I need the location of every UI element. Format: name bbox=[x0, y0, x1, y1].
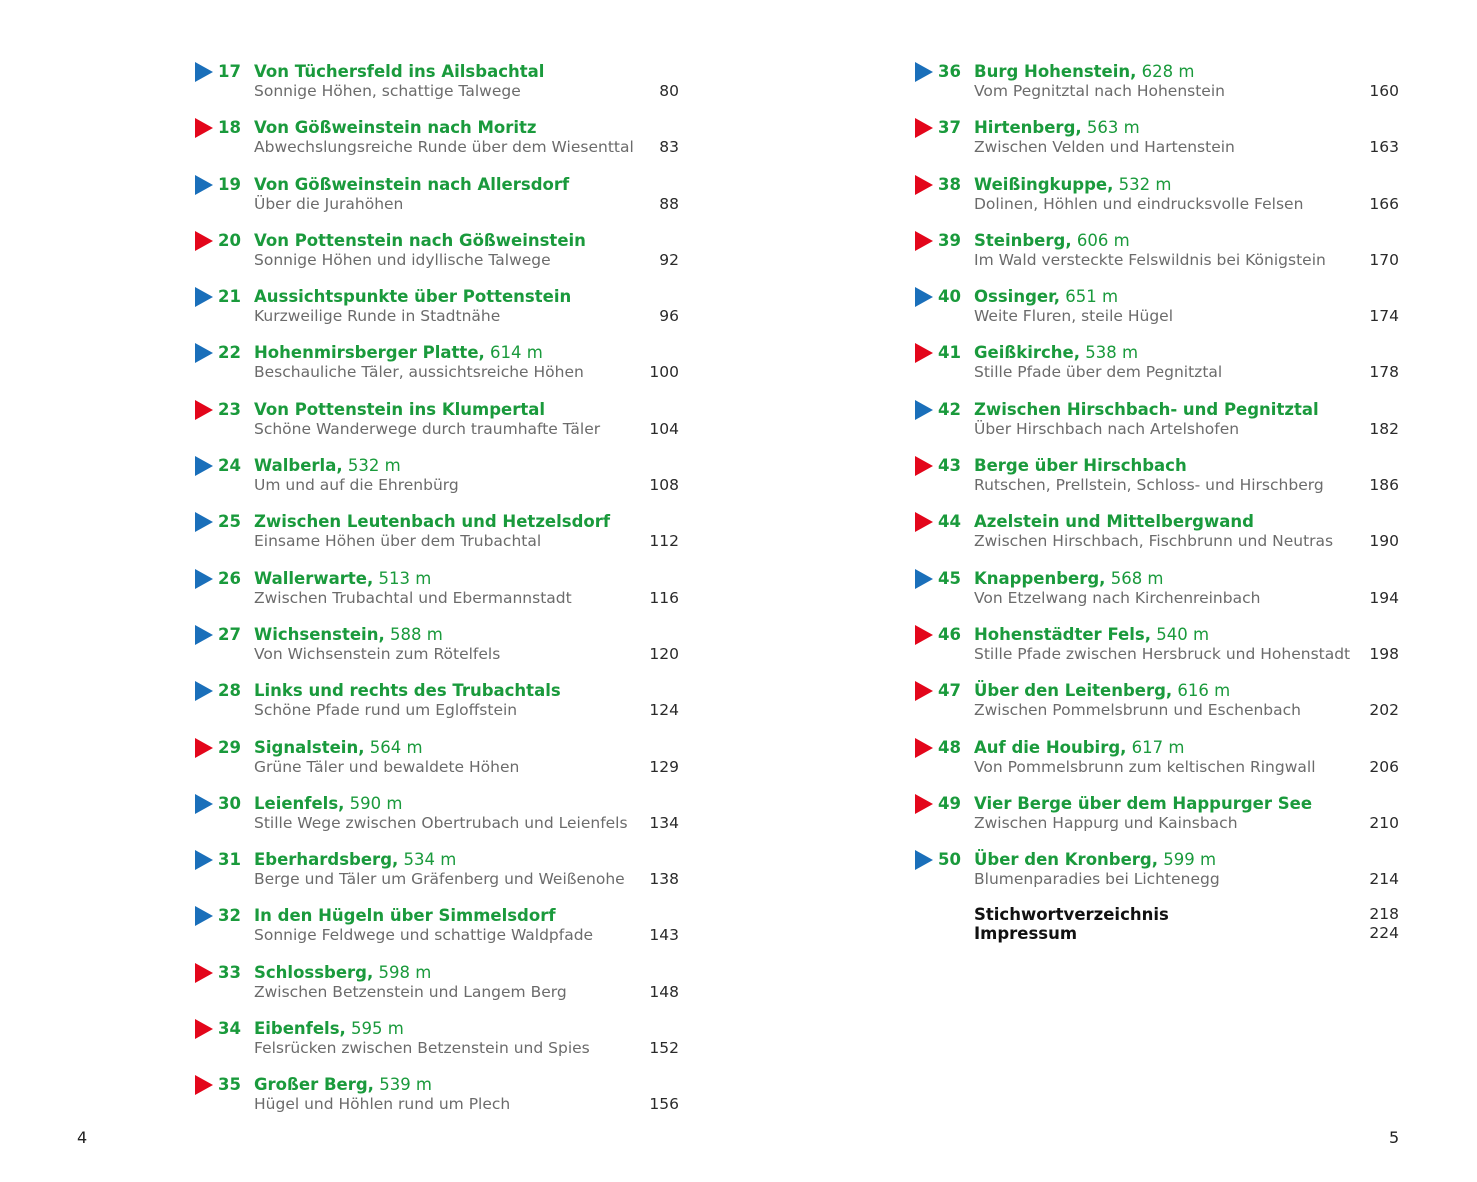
tour-altitude: 616 m bbox=[1172, 681, 1231, 701]
toc-entry bbox=[913, 849, 1399, 905]
blue-triangle-icon bbox=[915, 287, 933, 307]
toc-extra-entry bbox=[913, 905, 1399, 924]
tour-title bbox=[254, 175, 569, 194]
tour-number: 35 bbox=[218, 1075, 241, 1095]
tour-title-text: Hirtenberg, bbox=[974, 118, 1082, 138]
toc-entry bbox=[913, 174, 1399, 230]
toc-entry bbox=[193, 174, 679, 230]
tour-subtitle: Von Wichsenstein zum Rötelfels bbox=[254, 644, 501, 663]
tour-number: 47 bbox=[938, 681, 961, 701]
tour-page-number: 182 bbox=[1369, 419, 1399, 438]
tour-page-number: 80 bbox=[659, 82, 679, 100]
tour-altitude: 588 m bbox=[384, 624, 443, 644]
tour-subtitle: Stille Pfade über dem Pegnitztal bbox=[974, 363, 1223, 382]
tour-number: 30 bbox=[218, 793, 241, 813]
toc-entry bbox=[193, 905, 679, 961]
tour-altitude: 628 m bbox=[1136, 62, 1195, 81]
tour-page-number: 138 bbox=[649, 870, 679, 889]
tour-altitude: 651 m bbox=[1060, 287, 1119, 307]
tour-subtitle: Felsrücken zwischen Betzenstein und Spies bbox=[254, 1039, 590, 1058]
tour-title bbox=[974, 569, 1164, 588]
tour-title bbox=[974, 512, 1254, 531]
tour-title-text: Ossinger, bbox=[974, 287, 1061, 307]
tour-page-number: 170 bbox=[1369, 250, 1399, 269]
red-triangle-icon bbox=[915, 118, 933, 138]
toc-entry bbox=[193, 624, 679, 680]
blue-triangle-icon bbox=[195, 569, 213, 589]
red-triangle-icon bbox=[915, 625, 933, 645]
blue-triangle-icon bbox=[915, 62, 933, 82]
blue-triangle-icon bbox=[195, 512, 213, 532]
tour-subtitle: Von Etzelwang nach Kirchenreinbach bbox=[974, 588, 1261, 607]
tour-title-text: Über den Kronberg, bbox=[974, 850, 1158, 870]
tour-number: 19 bbox=[218, 174, 241, 194]
tour-page-number: 116 bbox=[649, 588, 679, 607]
tour-number: 44 bbox=[938, 512, 961, 532]
tour-page-number: 100 bbox=[649, 363, 679, 382]
tour-title bbox=[254, 62, 544, 81]
tour-page-number: 120 bbox=[649, 644, 679, 663]
red-triangle-icon bbox=[195, 400, 213, 420]
tour-subtitle: Abwechslungsreiche Runde über dem Wiesenttal bbox=[254, 138, 634, 157]
tour-subtitle: Zwischen Pommelsbrunn und Eschenbach bbox=[974, 701, 1301, 720]
tour-number: 48 bbox=[938, 737, 961, 757]
tour-title bbox=[254, 963, 431, 982]
red-triangle-icon bbox=[915, 456, 933, 476]
tour-number: 43 bbox=[938, 456, 961, 476]
tour-altitude: 598 m bbox=[373, 962, 432, 982]
tour-page-number: 88 bbox=[659, 194, 679, 213]
tour-title-text: Aussichtspunkte über Pottenstein bbox=[254, 287, 572, 307]
tour-number: 17 bbox=[218, 62, 241, 81]
tour-title bbox=[254, 569, 431, 588]
tour-title-text: Eibenfels, bbox=[254, 1019, 346, 1039]
tour-number: 49 bbox=[938, 793, 961, 813]
red-triangle-icon bbox=[915, 794, 933, 814]
tour-number: 32 bbox=[218, 906, 241, 926]
tour-page-number: 160 bbox=[1369, 82, 1399, 100]
tour-subtitle: Im Wald versteckte Felswildnis bei Königstein bbox=[974, 250, 1326, 269]
tour-altitude: 590 m bbox=[344, 793, 403, 813]
tour-title-text: Von Gößweinstein nach Moritz bbox=[254, 118, 537, 138]
tour-subtitle: Um und auf die Ehrenbürg bbox=[254, 476, 459, 495]
tour-subtitle: Blumenparadies bei Lichtenegg bbox=[974, 870, 1220, 889]
toc-entry bbox=[193, 849, 679, 905]
extra-label: Impressum bbox=[974, 924, 1078, 944]
page-number-right: 5 bbox=[1389, 1128, 1400, 1147]
tour-page-number: 83 bbox=[659, 138, 679, 157]
tour-number: 45 bbox=[938, 568, 961, 588]
red-triangle-icon bbox=[195, 738, 213, 758]
blue-triangle-icon bbox=[195, 175, 213, 195]
toc-entry bbox=[913, 737, 1399, 793]
tour-title-text: Steinberg, bbox=[974, 230, 1072, 250]
tour-page-number: 96 bbox=[659, 307, 679, 326]
tour-number: 40 bbox=[938, 287, 961, 307]
tour-title-text: Leienfels, bbox=[254, 793, 345, 813]
tour-title-text: Knappenberg, bbox=[974, 568, 1106, 588]
tour-title-text: Wallerwarte, bbox=[254, 568, 374, 588]
tour-title bbox=[974, 62, 1194, 81]
tour-page-number: 198 bbox=[1369, 644, 1399, 663]
tour-title bbox=[254, 118, 537, 137]
tour-title bbox=[254, 794, 402, 813]
toc-entry bbox=[913, 286, 1399, 342]
tour-number: 46 bbox=[938, 624, 961, 644]
blue-triangle-icon bbox=[915, 850, 933, 870]
toc-entry bbox=[913, 511, 1399, 567]
toc-entry bbox=[913, 399, 1399, 455]
tour-title bbox=[254, 343, 543, 362]
tour-page-number: 202 bbox=[1369, 701, 1399, 720]
tour-number: 21 bbox=[218, 287, 241, 307]
toc-entry bbox=[193, 399, 679, 455]
red-triangle-icon bbox=[915, 512, 933, 532]
tour-number: 34 bbox=[218, 1019, 241, 1039]
tour-title bbox=[254, 400, 545, 419]
tour-number: 39 bbox=[938, 230, 961, 250]
tour-title-text: Zwischen Leutenbach und Hetzelsdorf bbox=[254, 512, 611, 532]
tour-subtitle: Stille Wege zwischen Obertrubach und Leienfels bbox=[254, 813, 628, 832]
toc-entry bbox=[193, 455, 679, 511]
blue-triangle-icon bbox=[195, 456, 213, 476]
tour-subtitle: Zwischen Betzenstein und Langem Berg bbox=[254, 982, 567, 1001]
tour-page-number: 134 bbox=[649, 813, 679, 832]
red-triangle-icon bbox=[195, 1019, 213, 1039]
tour-number: 33 bbox=[218, 962, 241, 982]
tour-page-number: 148 bbox=[649, 982, 679, 1001]
blue-triangle-icon bbox=[195, 850, 213, 870]
tour-title bbox=[254, 231, 586, 250]
red-triangle-icon bbox=[915, 681, 933, 701]
toc-entry bbox=[913, 230, 1399, 286]
tour-subtitle: Zwischen Trubachtal und Ebermannstadt bbox=[254, 588, 572, 607]
tour-title-text: Azelstein und Mittelbergwand bbox=[974, 512, 1254, 532]
tour-subtitle: Zwischen Velden und Hartenstein bbox=[974, 138, 1235, 157]
tour-subtitle: Einsame Höhen über dem Trubachtal bbox=[254, 532, 542, 551]
tour-title-text: Vier Berge über dem Happurger See bbox=[974, 793, 1313, 813]
tour-title-text: Auf die Houbirg, bbox=[974, 737, 1127, 757]
tour-page-number: 152 bbox=[649, 1039, 679, 1058]
tour-page-number: 143 bbox=[649, 926, 679, 945]
tour-number: 26 bbox=[218, 568, 241, 588]
toc-entry bbox=[913, 568, 1399, 624]
tour-title-text: Geißkirche, bbox=[974, 343, 1081, 363]
tour-altitude: 534 m bbox=[398, 850, 457, 870]
tour-title-text: Hohenstädter Fels, bbox=[974, 624, 1151, 644]
tour-page-number: 156 bbox=[649, 1095, 679, 1114]
tour-title-text: Über den Leitenberg, bbox=[974, 681, 1173, 701]
red-triangle-icon bbox=[195, 963, 213, 983]
toc-entry bbox=[193, 1018, 679, 1074]
tour-altitude: 539 m bbox=[373, 1075, 433, 1095]
tour-altitude: 568 m bbox=[1105, 568, 1164, 588]
tour-subtitle: Über Hirschbach nach Artelshofen bbox=[974, 419, 1240, 438]
extra-page-number: 224 bbox=[1369, 924, 1399, 943]
tour-title-text: Von Pottenstein nach Gößweinstein bbox=[254, 230, 586, 250]
tour-subtitle: Stille Pfade zwischen Hersbruck und Hohenstadt bbox=[974, 644, 1351, 663]
toc-entry bbox=[913, 455, 1399, 511]
red-triangle-icon bbox=[915, 175, 933, 195]
tour-number: 25 bbox=[218, 512, 241, 532]
tour-number: 22 bbox=[218, 343, 241, 363]
tour-altitude: 513 m bbox=[373, 568, 432, 588]
toc-entry bbox=[913, 342, 1399, 398]
tour-title-text: Zwischen Hirschbach- und Pegnitztal bbox=[974, 399, 1319, 419]
tour-page-number: 112 bbox=[649, 532, 679, 551]
tour-subtitle: Kurzweilige Runde in Stadtnähe bbox=[254, 307, 501, 326]
red-triangle-icon bbox=[915, 343, 933, 363]
tour-title bbox=[974, 738, 1184, 757]
tour-title bbox=[254, 906, 556, 925]
tour-number: 36 bbox=[938, 62, 961, 81]
toc-entry bbox=[913, 624, 1399, 680]
tour-subtitle: Schöne Wanderwege durch traumhafte Täler bbox=[254, 419, 601, 438]
tour-title-text: Links und rechts des Trubachtals bbox=[254, 681, 561, 701]
toc-entry bbox=[913, 793, 1399, 849]
tour-altitude: 614 m bbox=[484, 343, 543, 363]
toc-entry bbox=[193, 568, 679, 624]
tour-subtitle: Sonnige Höhen und idyllische Talwege bbox=[254, 250, 551, 269]
tour-page-number: 104 bbox=[649, 419, 679, 438]
toc-extra-entry bbox=[913, 924, 1399, 943]
tour-subtitle: Über die Jurahöhen bbox=[254, 194, 404, 213]
red-triangle-icon bbox=[195, 231, 213, 251]
blue-triangle-icon bbox=[195, 794, 213, 814]
red-triangle-icon bbox=[195, 1075, 213, 1095]
tour-altitude: 532 m bbox=[1113, 174, 1172, 194]
tour-number: 23 bbox=[218, 399, 241, 419]
tour-title bbox=[254, 1075, 432, 1094]
tour-subtitle: Zwischen Hirschbach, Fischbrunn und Neutras bbox=[974, 532, 1334, 551]
toc-entry bbox=[913, 680, 1399, 736]
tour-title-text: Walberla, bbox=[254, 456, 343, 476]
blue-triangle-icon bbox=[195, 287, 213, 307]
toc-entry bbox=[913, 61, 1399, 117]
tour-title bbox=[254, 850, 456, 869]
tour-page-number: 92 bbox=[659, 250, 679, 269]
tour-title bbox=[254, 512, 610, 531]
tour-number: 50 bbox=[938, 850, 961, 870]
toc-entry bbox=[193, 962, 679, 1018]
tour-title-text: Berge über Hirschbach bbox=[974, 456, 1187, 476]
tour-subtitle: Sonnige Feldwege und schattige Waldpfade bbox=[254, 926, 594, 945]
tour-title bbox=[974, 231, 1130, 250]
tour-subtitle: Grüne Täler und bewaldete Höhen bbox=[254, 757, 520, 776]
blue-triangle-icon bbox=[195, 906, 213, 926]
toc-entry bbox=[193, 680, 679, 736]
tour-title bbox=[974, 287, 1118, 306]
toc-entry bbox=[193, 342, 679, 398]
toc-entry bbox=[193, 117, 679, 173]
tour-subtitle: Schöne Pfade rund um Egloffstein bbox=[254, 701, 518, 720]
blue-triangle-icon bbox=[915, 400, 933, 420]
tour-page-number: 108 bbox=[649, 476, 679, 495]
blue-triangle-icon bbox=[195, 62, 213, 82]
toc-entry bbox=[193, 1074, 679, 1130]
tour-subtitle: Sonnige Höhen, schattige Talwege bbox=[254, 82, 521, 100]
tour-number: 31 bbox=[218, 850, 241, 870]
tour-title-text: Von Pottenstein ins Klumpertal bbox=[254, 399, 546, 419]
tour-number: 37 bbox=[938, 118, 961, 138]
tour-title-text: Signalstein, bbox=[254, 737, 365, 757]
tour-subtitle: Rutschen, Prellstein, Schloss- und Hirschberg bbox=[974, 476, 1324, 495]
tour-number: 18 bbox=[218, 118, 241, 138]
red-triangle-icon bbox=[915, 231, 933, 251]
tour-number: 42 bbox=[938, 399, 961, 419]
tour-altitude: 595 m bbox=[345, 1019, 404, 1039]
tour-title-text: In den Hügeln über Simmelsdorf bbox=[254, 906, 556, 926]
tour-title bbox=[254, 681, 561, 700]
toc-entry bbox=[193, 230, 679, 286]
red-triangle-icon bbox=[195, 118, 213, 138]
tour-altitude: 606 m bbox=[1071, 230, 1130, 250]
tour-page-number: 163 bbox=[1369, 138, 1399, 157]
page-number-left: 4 bbox=[77, 1128, 88, 1147]
tour-title-text: Burg Hohenstein, bbox=[974, 62, 1137, 81]
tour-title bbox=[974, 456, 1187, 475]
tour-title bbox=[254, 456, 401, 475]
tour-page-number: 210 bbox=[1369, 813, 1399, 832]
tour-altitude: 538 m bbox=[1080, 343, 1139, 363]
tour-altitude: 532 m bbox=[342, 456, 401, 476]
tour-subtitle: Beschauliche Täler, aussichtsreiche Höhen bbox=[254, 363, 584, 382]
tour-number: 41 bbox=[938, 343, 961, 363]
tour-title bbox=[254, 738, 423, 757]
tour-page-number: 166 bbox=[1369, 194, 1399, 213]
toc-entry bbox=[193, 793, 679, 849]
tour-title-text: Schlossberg, bbox=[254, 962, 374, 982]
tour-page-number: 206 bbox=[1369, 757, 1399, 776]
tour-altitude: 617 m bbox=[1126, 737, 1185, 757]
tour-subtitle: Dolinen, Höhlen und eindrucksvolle Felsen bbox=[974, 194, 1304, 213]
tour-number: 20 bbox=[218, 230, 241, 250]
tour-number: 27 bbox=[218, 624, 241, 644]
tour-subtitle: Zwischen Happurg und Kainsbach bbox=[974, 813, 1238, 832]
tour-page-number: 214 bbox=[1369, 870, 1399, 889]
tour-title-text: Von Tüchersfeld ins Ailsbachtal bbox=[254, 62, 545, 81]
tour-altitude: 599 m bbox=[1158, 850, 1217, 870]
toc-column-left bbox=[193, 61, 679, 1131]
blue-triangle-icon bbox=[195, 343, 213, 363]
tour-title-text: Großer Berg, bbox=[254, 1075, 374, 1095]
blue-triangle-icon bbox=[195, 625, 213, 645]
red-triangle-icon bbox=[915, 738, 933, 758]
tour-title bbox=[254, 287, 571, 306]
tour-title bbox=[974, 118, 1140, 137]
tour-page-number: 178 bbox=[1369, 363, 1399, 382]
tour-page-number: 124 bbox=[649, 701, 679, 720]
toc-column-right bbox=[913, 61, 1399, 943]
tour-title-text: Hohenmirsberger Platte, bbox=[254, 343, 485, 363]
toc-entry bbox=[913, 117, 1399, 173]
tour-altitude: 563 m bbox=[1081, 118, 1140, 138]
tour-subtitle: Weite Fluren, steile Hügel bbox=[974, 307, 1174, 326]
tour-title bbox=[974, 681, 1230, 700]
tour-subtitle: Von Pommelsbrunn zum keltischen Ringwall bbox=[974, 757, 1316, 776]
tour-altitude: 564 m bbox=[364, 737, 423, 757]
tour-number: 28 bbox=[218, 681, 241, 701]
tour-page-number: 129 bbox=[649, 757, 679, 776]
tour-number: 38 bbox=[938, 174, 961, 194]
tour-title-text: Weißingkuppe, bbox=[974, 174, 1114, 194]
tour-title bbox=[974, 400, 1319, 419]
tour-page-number: 174 bbox=[1369, 307, 1399, 326]
blue-triangle-icon bbox=[195, 681, 213, 701]
tour-title bbox=[254, 625, 443, 644]
tour-page-number: 186 bbox=[1369, 476, 1399, 495]
tour-subtitle: Berge und Täler um Gräfenberg und Weißenohe bbox=[254, 870, 625, 889]
tour-subtitle: Vom Pegnitztal nach Hohenstein bbox=[974, 82, 1225, 100]
toc-entry bbox=[193, 286, 679, 342]
tour-number: 24 bbox=[218, 456, 241, 476]
tour-page-number: 194 bbox=[1369, 588, 1399, 607]
extra-label: Stichwortverzeichnis bbox=[974, 905, 1169, 925]
tour-page-number: 190 bbox=[1369, 532, 1399, 551]
blue-triangle-icon bbox=[915, 569, 933, 589]
toc-entry bbox=[193, 737, 679, 793]
toc-entry bbox=[193, 61, 679, 117]
tour-title-text: Eberhardsberg, bbox=[254, 850, 399, 870]
tour-title bbox=[974, 625, 1209, 644]
tour-title bbox=[974, 175, 1171, 194]
tour-altitude: 540 m bbox=[1150, 624, 1210, 644]
tour-title bbox=[254, 1019, 404, 1038]
tour-number: 29 bbox=[218, 737, 241, 757]
tour-title bbox=[974, 850, 1216, 869]
tour-title-text: Wichsenstein, bbox=[254, 624, 385, 644]
toc-entry bbox=[193, 511, 679, 567]
tour-title-text: Von Gößweinstein nach Allersdorf bbox=[254, 174, 570, 194]
tour-title bbox=[974, 794, 1312, 813]
tour-title bbox=[974, 343, 1138, 362]
extra-page-number: 218 bbox=[1369, 905, 1399, 924]
tour-subtitle: Hügel und Höhlen rund um Plech bbox=[254, 1095, 511, 1114]
